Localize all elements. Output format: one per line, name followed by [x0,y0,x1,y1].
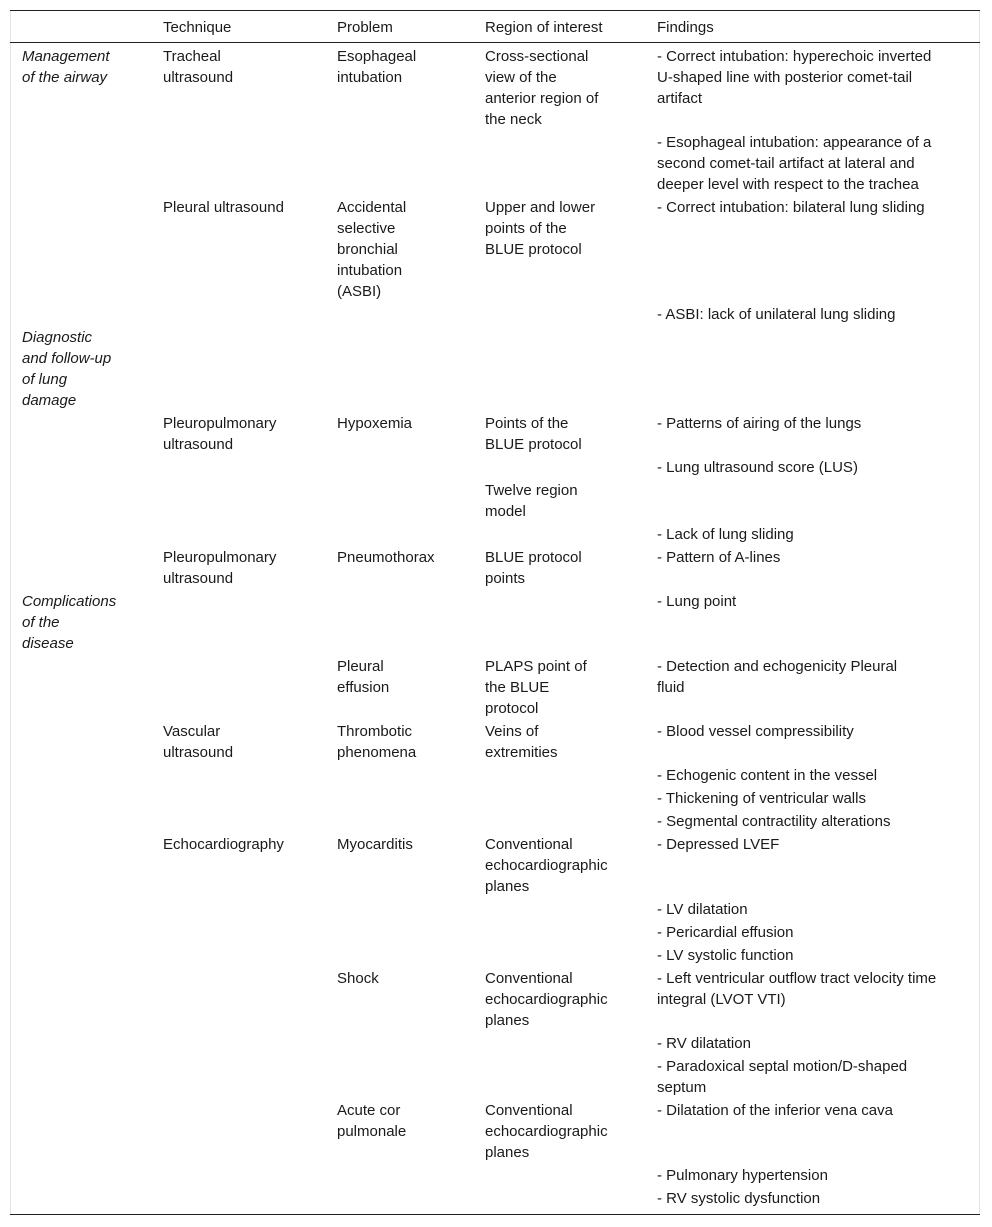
header-findings: Findings [657,19,714,36]
problem-esophageal: intubation [337,69,403,86]
problem-shock: Shock [337,970,379,987]
technique-pleuropulmonary-2: ultrasound [163,570,234,587]
finding-esophageal-intubation: deeper level with respect to the trachea [657,176,919,193]
technique-pleuropulmonary-2: Pleuropulmonary [163,549,277,566]
region-conventional-planes-2: Conventional [485,970,573,987]
finding-ivc-dilatation: - Dilatation of the inferior vena cava [657,1102,893,1119]
region-twelve-region-model: Twelve region [485,482,578,499]
region-conventional-planes-1: echocardiographic [485,857,608,874]
problem-asbi: (ASBI) [337,283,382,300]
section-airway-label: of the airway [22,69,108,86]
region-upper-lower-points: BLUE protocol [485,241,582,258]
section-diagnostic-label: of lung [22,371,68,388]
technique-pleuropulmonary-1: Pleuropulmonary [163,415,277,432]
region-plaps-point: the BLUE [485,679,550,696]
finding-lvot-vti: - Left ventricular outflow tract velocity time [657,970,937,987]
section-airway-label: Management [22,48,110,65]
finding-depressed-lvef: - Depressed LVEF [657,836,780,853]
finding-ventricular-thickening: - Thickening of ventricular walls [657,790,866,807]
problem-acute-cor-pulmonale: Acute cor [337,1102,401,1119]
finding-bilateral-lung-sliding: - Correct intubation: bilateral lung sliding [657,199,925,216]
finding-correct-intubation: artifact [657,90,703,107]
section-diagnostic-label: and follow-up [22,350,112,367]
region-blue-points: Points of the [485,415,569,432]
technique-tracheal: ultrasound [163,69,234,86]
technique-vascular: Vascular [163,723,221,740]
header-region-of-interest: Region of interest [485,19,603,36]
region-veins: extremities [485,744,558,761]
problem-myocarditis: Myocarditis [337,836,413,853]
section-complications-label: disease [22,635,74,652]
problem-pneumothorax: Pneumothorax [337,549,435,566]
region-conventional-planes-2: planes [485,1012,530,1029]
finding-lv-systolic-function: - LV systolic function [657,947,794,964]
region-upper-lower-points: points of the [485,220,567,237]
header-problem: Problem [337,19,393,36]
finding-lung-ultrasound-score: - Lung ultrasound score (LUS) [657,459,858,476]
table-header-rule [10,42,980,43]
region-conventional-planes-2: echocardiographic [485,991,608,1008]
region-neck: the neck [485,111,542,128]
region-neck: Cross-sectional [485,48,589,65]
finding-lv-dilatation: - LV dilatation [657,901,748,918]
problem-asbi: Accidental [337,199,407,216]
section-diagnostic-label: Diagnostic [22,329,93,346]
finding-echogenic-content: - Echogenic content in the vessel [657,767,878,784]
problem-pleural-effusion: effusion [337,679,390,696]
finding-pericardial-effusion: - Pericardial effusion [657,924,794,941]
problem-hypoxemia: Hypoxemia [337,415,413,432]
region-twelve-region-model: model [485,503,526,520]
region-veins: Veins of [485,723,539,740]
section-complications-label: Complications [22,593,117,610]
finding-airing-patterns: - Patterns of airing of the lungs [657,415,862,432]
finding-segmental-contractility: - Segmental contractility alterations [657,813,891,830]
region-blue-protocol-points: points [485,570,526,587]
finding-paradoxical-septal-motion: - Paradoxical septal motion/D-shaped [657,1058,908,1075]
finding-esophageal-intubation: - Esophageal intubation: appearance of a [657,134,932,151]
region-blue-points: BLUE protocol [485,436,582,453]
problem-pleural-effusion: Pleural [337,658,384,675]
header-technique: Technique [163,19,232,36]
problem-esophageal: Esophageal [337,48,417,65]
finding-rv-dilatation: - RV dilatation [657,1035,751,1052]
finding-paradoxical-septal-motion: septum [657,1079,707,1096]
table-bottom-rule [10,1214,980,1215]
finding-lack-of-lung-sliding: - Lack of lung sliding [657,526,794,543]
region-plaps-point: protocol [485,700,539,717]
region-conventional-planes-3: planes [485,1144,530,1161]
problem-acute-cor-pulmonale: pulmonale [337,1123,407,1140]
region-conventional-planes-3: Conventional [485,1102,573,1119]
finding-correct-intubation: - Correct intubation: hyperechoic inverted [657,48,932,65]
finding-esophageal-intubation: second comet-tail artifact at lateral and [657,155,915,172]
finding-lung-point: - Lung point [657,593,737,610]
technique-pleural: Pleural ultrasound [163,199,284,216]
finding-correct-intubation: U-shaped line with posterior comet-tail [657,69,913,86]
finding-pleural-fluid: fluid [657,679,685,696]
region-blue-protocol-points: BLUE protocol [485,549,582,566]
table-top-rule [10,10,980,11]
finding-asbi-lack-of-sliding: - ASBI: lack of unilateral lung sliding [657,306,896,323]
region-plaps-point: PLAPS point of [485,658,587,675]
technique-tracheal: Tracheal [163,48,221,65]
region-conventional-planes-1: Conventional [485,836,573,853]
finding-a-lines: - Pattern of A-lines [657,549,781,566]
problem-asbi: intubation [337,262,403,279]
region-conventional-planes-3: echocardiographic [485,1123,608,1140]
region-upper-lower-points: Upper and lower [485,199,596,216]
finding-rv-systolic-dysfunction: - RV systolic dysfunction [657,1190,821,1207]
problem-thrombotic: phenomena [337,744,417,761]
finding-pulmonary-hypertension: - Pulmonary hypertension [657,1167,828,1184]
region-neck: view of the [485,69,557,86]
region-conventional-planes-1: planes [485,878,530,895]
technique-vascular: ultrasound [163,744,234,761]
finding-lvot-vti: integral (LVOT VTI) [657,991,786,1008]
problem-thrombotic: Thrombotic [337,723,413,740]
problem-asbi: selective [337,220,396,237]
finding-pleural-fluid: - Detection and echogenicity Pleural [657,658,898,675]
problem-asbi: bronchial [337,241,398,258]
finding-vessel-compressibility: - Blood vessel compressibility [657,723,854,740]
region-neck: anterior region of [485,90,599,107]
section-diagnostic-label: damage [22,392,77,409]
section-complications-label: of the [22,614,60,631]
technique-echocardiography: Echocardiography [163,836,284,853]
technique-pleuropulmonary-1: ultrasound [163,436,234,453]
